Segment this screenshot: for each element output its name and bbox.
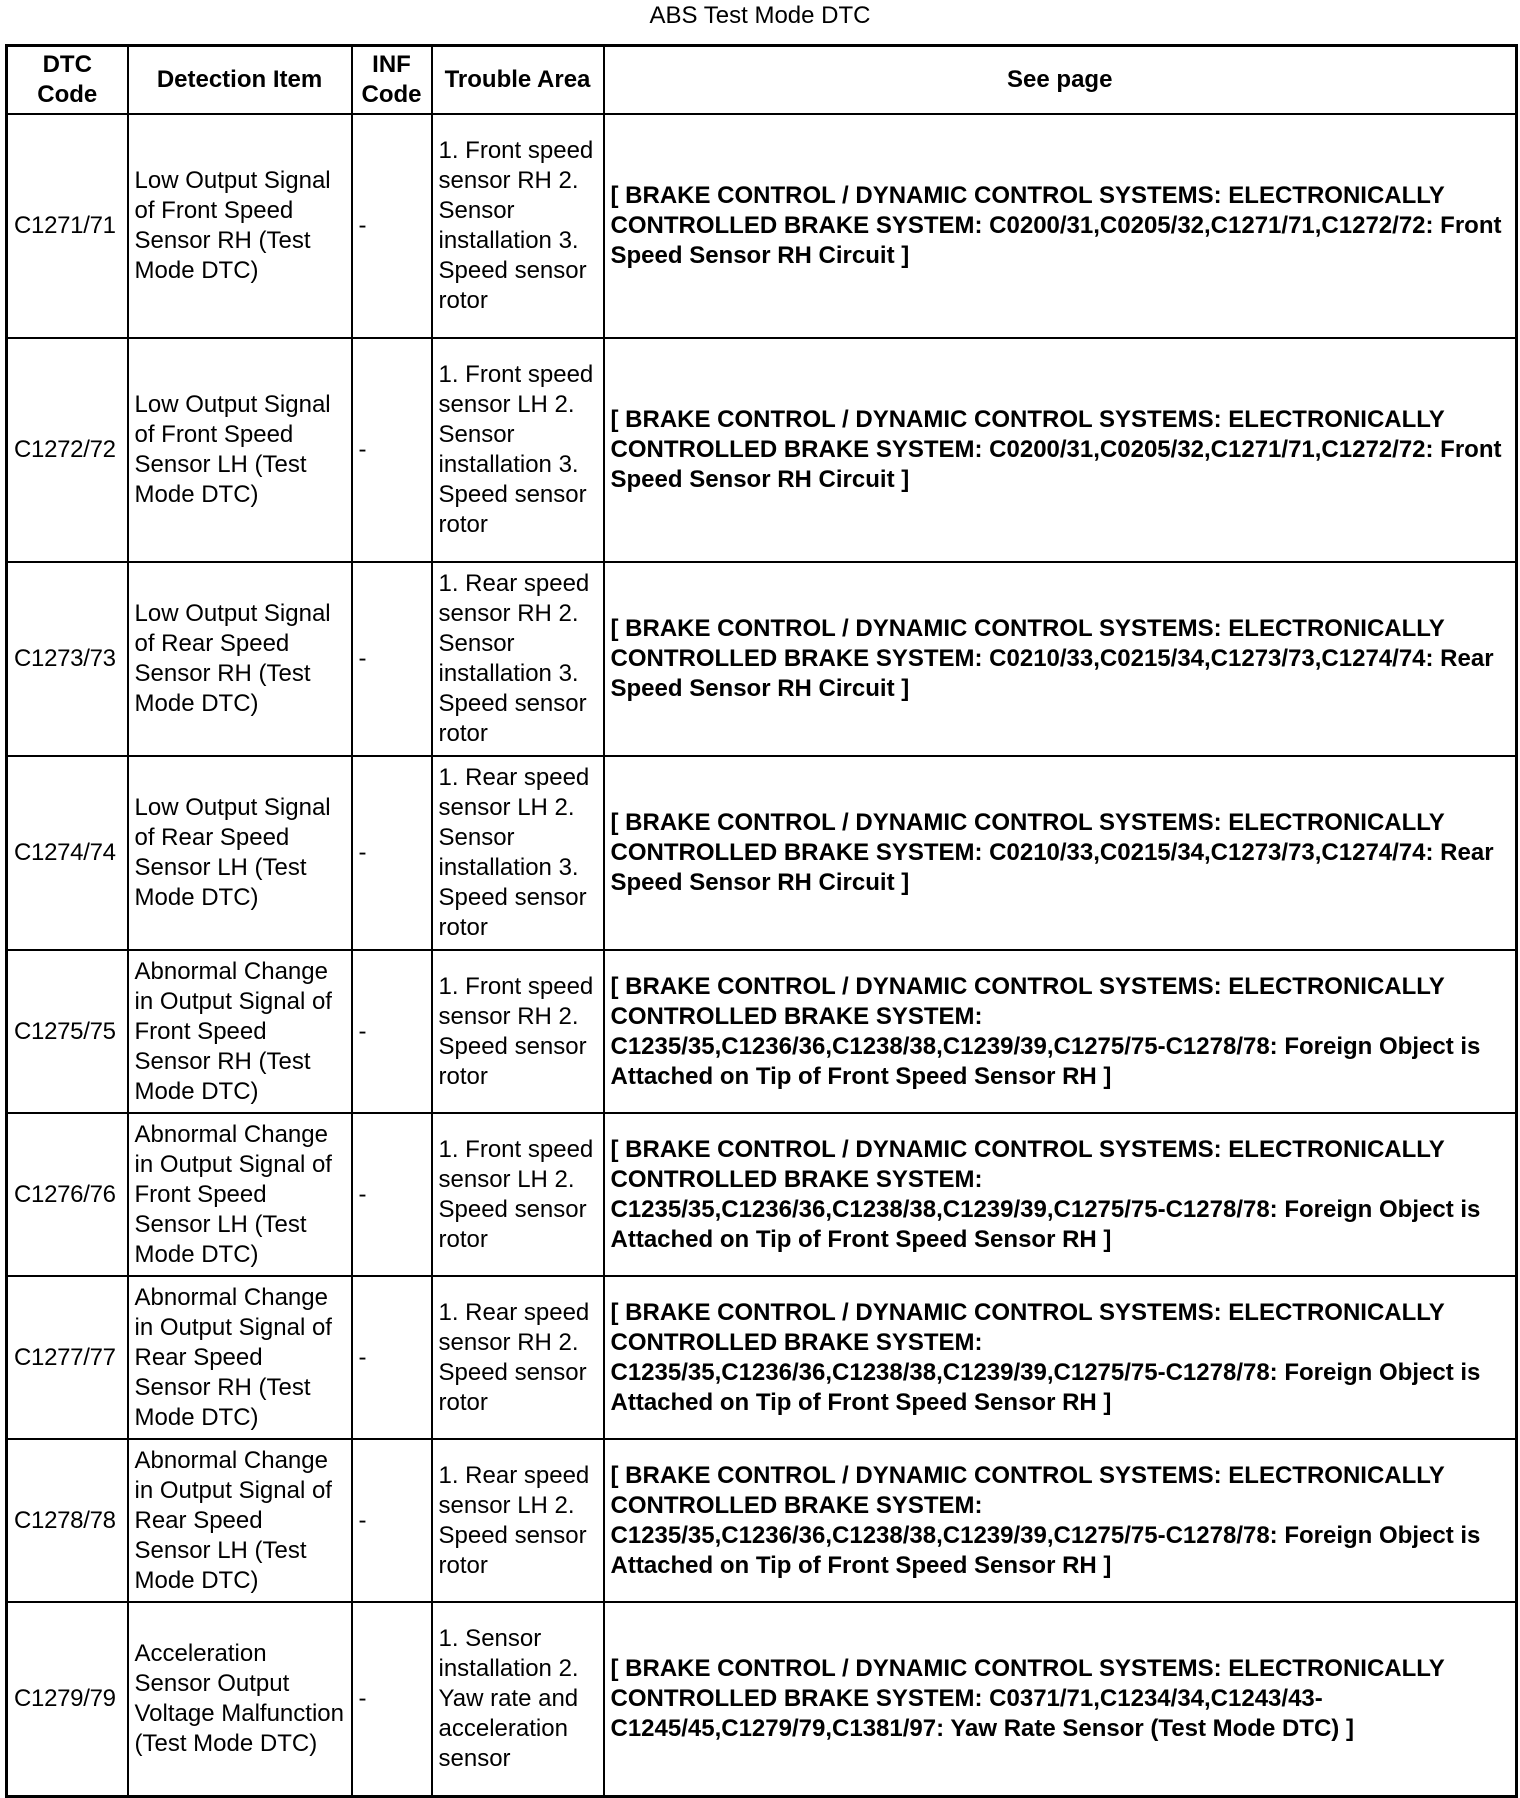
page-title: ABS Test Mode DTC bbox=[649, 2, 871, 29]
see-page-link[interactable]: [ BRAKE CONTROL / DYNAMIC CONTROL SYSTEMS: ELECTRONICALLY CONTROLLED BRAKE SYSTEM: C0210/33,C0215/34,C1273/73,C1274/74: Rear Speed Sensor RH Circuit ] bbox=[604, 562, 1517, 756]
inf-code-cell: - bbox=[352, 950, 432, 1113]
inf-code-cell: - bbox=[352, 1602, 432, 1796]
dtc-code-cell: C1279/79 bbox=[7, 1602, 128, 1796]
see-page-link[interactable]: [ BRAKE CONTROL / DYNAMIC CONTROL SYSTEMS: ELECTRONICALLY CONTROLLED BRAKE SYSTEM: C1235/35,C1236/36,C1238/38,C1239/39,C1275/75-C1278/78: Foreign Object is Attached on Tip of Front Speed Sensor RH ] bbox=[604, 1276, 1517, 1439]
detection-item-cell: Acceleration Sensor Output Voltage Malfunction (Test Mode DTC) bbox=[128, 1602, 352, 1796]
detection-item-cell: Abnormal Change in Output Signal of Front Speed Sensor RH (Test Mode DTC) bbox=[128, 950, 352, 1113]
inf-code-cell: - bbox=[352, 114, 432, 338]
see-page-link[interactable]: [ BRAKE CONTROL / DYNAMIC CONTROL SYSTEMS: ELECTRONICALLY CONTROLLED BRAKE SYSTEM: C1235/35,C1236/36,C1238/38,C1239/39,C1275/75-C1278/78: Foreign Object is Attached on Tip of Front Speed Sensor RH ] bbox=[604, 950, 1517, 1113]
trouble-area-cell: 1. Rear speed sensor LH 2. Sensor installation 3. Speed sensor rotor bbox=[432, 756, 604, 950]
detection-item-cell: Abnormal Change in Output Signal of Rear Speed Sensor RH (Test Mode DTC) bbox=[128, 1276, 352, 1439]
dtc-table bbox=[5, 44, 1518, 1798]
see-page-link[interactable]: [ BRAKE CONTROL / DYNAMIC CONTROL SYSTEMS: ELECTRONICALLY CONTROLLED BRAKE SYSTEM: C0210/33,C0215/34,C1273/73,C1274/74: Rear Speed Sensor RH Circuit ] bbox=[604, 756, 1517, 950]
header-detection-item: Detection Item bbox=[128, 46, 352, 115]
inf-code-cell: - bbox=[352, 1276, 432, 1439]
table-row bbox=[7, 1113, 1517, 1276]
header-trouble-area: Trouble Area bbox=[432, 46, 604, 115]
trouble-area-cell: 1. Front speed sensor RH 2. Sensor installation 3. Speed sensor rotor bbox=[432, 114, 604, 338]
dtc-code-cell: C1276/76 bbox=[7, 1113, 128, 1276]
see-page-link[interactable]: [ BRAKE CONTROL / DYNAMIC CONTROL SYSTEMS: ELECTRONICALLY CONTROLLED BRAKE SYSTEM: C0200/31,C0205/32,C1271/71,C1272/72: Front Speed Sensor RH Circuit ] bbox=[604, 114, 1517, 338]
dtc-code-cell: C1271/71 bbox=[7, 114, 128, 338]
trouble-area-cell: 1. Rear speed sensor RH 2. Speed sensor rotor bbox=[432, 1276, 604, 1439]
table-row bbox=[7, 1439, 1517, 1602]
dtc-code-cell: C1272/72 bbox=[7, 338, 128, 562]
table-row bbox=[7, 562, 1517, 756]
detection-item-cell: Low Output Signal of Rear Speed Sensor LH (Test Mode DTC) bbox=[128, 756, 352, 950]
inf-code-cell: - bbox=[352, 338, 432, 562]
dtc-code-cell: C1278/78 bbox=[7, 1439, 128, 1602]
trouble-area-cell: 1. Rear speed sensor LH 2. Speed sensor rotor bbox=[432, 1439, 604, 1602]
trouble-area-cell: 1. Front speed sensor LH 2. Speed sensor rotor bbox=[432, 1113, 604, 1276]
header-dtc-code: DTC Code bbox=[7, 46, 128, 115]
dtc-code-cell: C1274/74 bbox=[7, 756, 128, 950]
table-row bbox=[7, 756, 1517, 950]
table-row bbox=[7, 1276, 1517, 1439]
table-header-row bbox=[7, 46, 1517, 115]
dtc-code-cell: C1277/77 bbox=[7, 1276, 128, 1439]
see-page-link[interactable]: [ BRAKE CONTROL / DYNAMIC CONTROL SYSTEMS: ELECTRONICALLY CONTROLLED BRAKE SYSTEM: C0200/31,C0205/32,C1271/71,C1272/72: Front Speed Sensor RH Circuit ] bbox=[604, 338, 1517, 562]
detection-item-cell: Abnormal Change in Output Signal of Rear Speed Sensor LH (Test Mode DTC) bbox=[128, 1439, 352, 1602]
see-page-link[interactable]: [ BRAKE CONTROL / DYNAMIC CONTROL SYSTEMS: ELECTRONICALLY CONTROLLED BRAKE SYSTEM: C0371/71,C1234/34,C1243/43-C1245/45,C1279/79,C1381/97: Yaw Rate Sensor (Test Mode DTC) ] bbox=[604, 1602, 1517, 1796]
header-inf-code: INF Code bbox=[352, 46, 432, 115]
dtc-code-cell: C1275/75 bbox=[7, 950, 128, 1113]
trouble-area-cell: 1. Sensor installation 2. Yaw rate and acceleration sensor bbox=[432, 1602, 604, 1796]
inf-code-cell: - bbox=[352, 756, 432, 950]
trouble-area-cell: 1. Front speed sensor RH 2. Speed sensor rotor bbox=[432, 950, 604, 1113]
inf-code-cell: - bbox=[352, 1439, 432, 1602]
trouble-area-cell: 1. Rear speed sensor RH 2. Sensor installation 3. Speed sensor rotor bbox=[432, 562, 604, 756]
table-row bbox=[7, 114, 1517, 338]
table-row bbox=[7, 1602, 1517, 1796]
detection-item-cell: Low Output Signal of Rear Speed Sensor RH (Test Mode DTC) bbox=[128, 562, 352, 756]
see-page-link[interactable]: [ BRAKE CONTROL / DYNAMIC CONTROL SYSTEMS: ELECTRONICALLY CONTROLLED BRAKE SYSTEM: C1235/35,C1236/36,C1238/38,C1239/39,C1275/75-C1278/78: Foreign Object is Attached on Tip of Front Speed Sensor RH ] bbox=[604, 1439, 1517, 1602]
trouble-area-cell: 1. Front speed sensor LH 2. Sensor installation 3. Speed sensor rotor bbox=[432, 338, 604, 562]
detection-item-cell: Abnormal Change in Output Signal of Front Speed Sensor LH (Test Mode DTC) bbox=[128, 1113, 352, 1276]
inf-code-cell: - bbox=[352, 562, 432, 756]
detection-item-cell: Low Output Signal of Front Speed Sensor LH (Test Mode DTC) bbox=[128, 338, 352, 562]
see-page-link[interactable]: [ BRAKE CONTROL / DYNAMIC CONTROL SYSTEMS: ELECTRONICALLY CONTROLLED BRAKE SYSTEM: C1235/35,C1236/36,C1238/38,C1239/39,C1275/75-C1278/78: Foreign Object is Attached on Tip of Front Speed Sensor RH ] bbox=[604, 1113, 1517, 1276]
table-row bbox=[7, 950, 1517, 1113]
header-see-page: See page bbox=[604, 46, 1517, 115]
inf-code-cell: - bbox=[352, 1113, 432, 1276]
dtc-code-cell: C1273/73 bbox=[7, 562, 128, 756]
table-row bbox=[7, 338, 1517, 562]
detection-item-cell: Low Output Signal of Front Speed Sensor RH (Test Mode DTC) bbox=[128, 114, 352, 338]
